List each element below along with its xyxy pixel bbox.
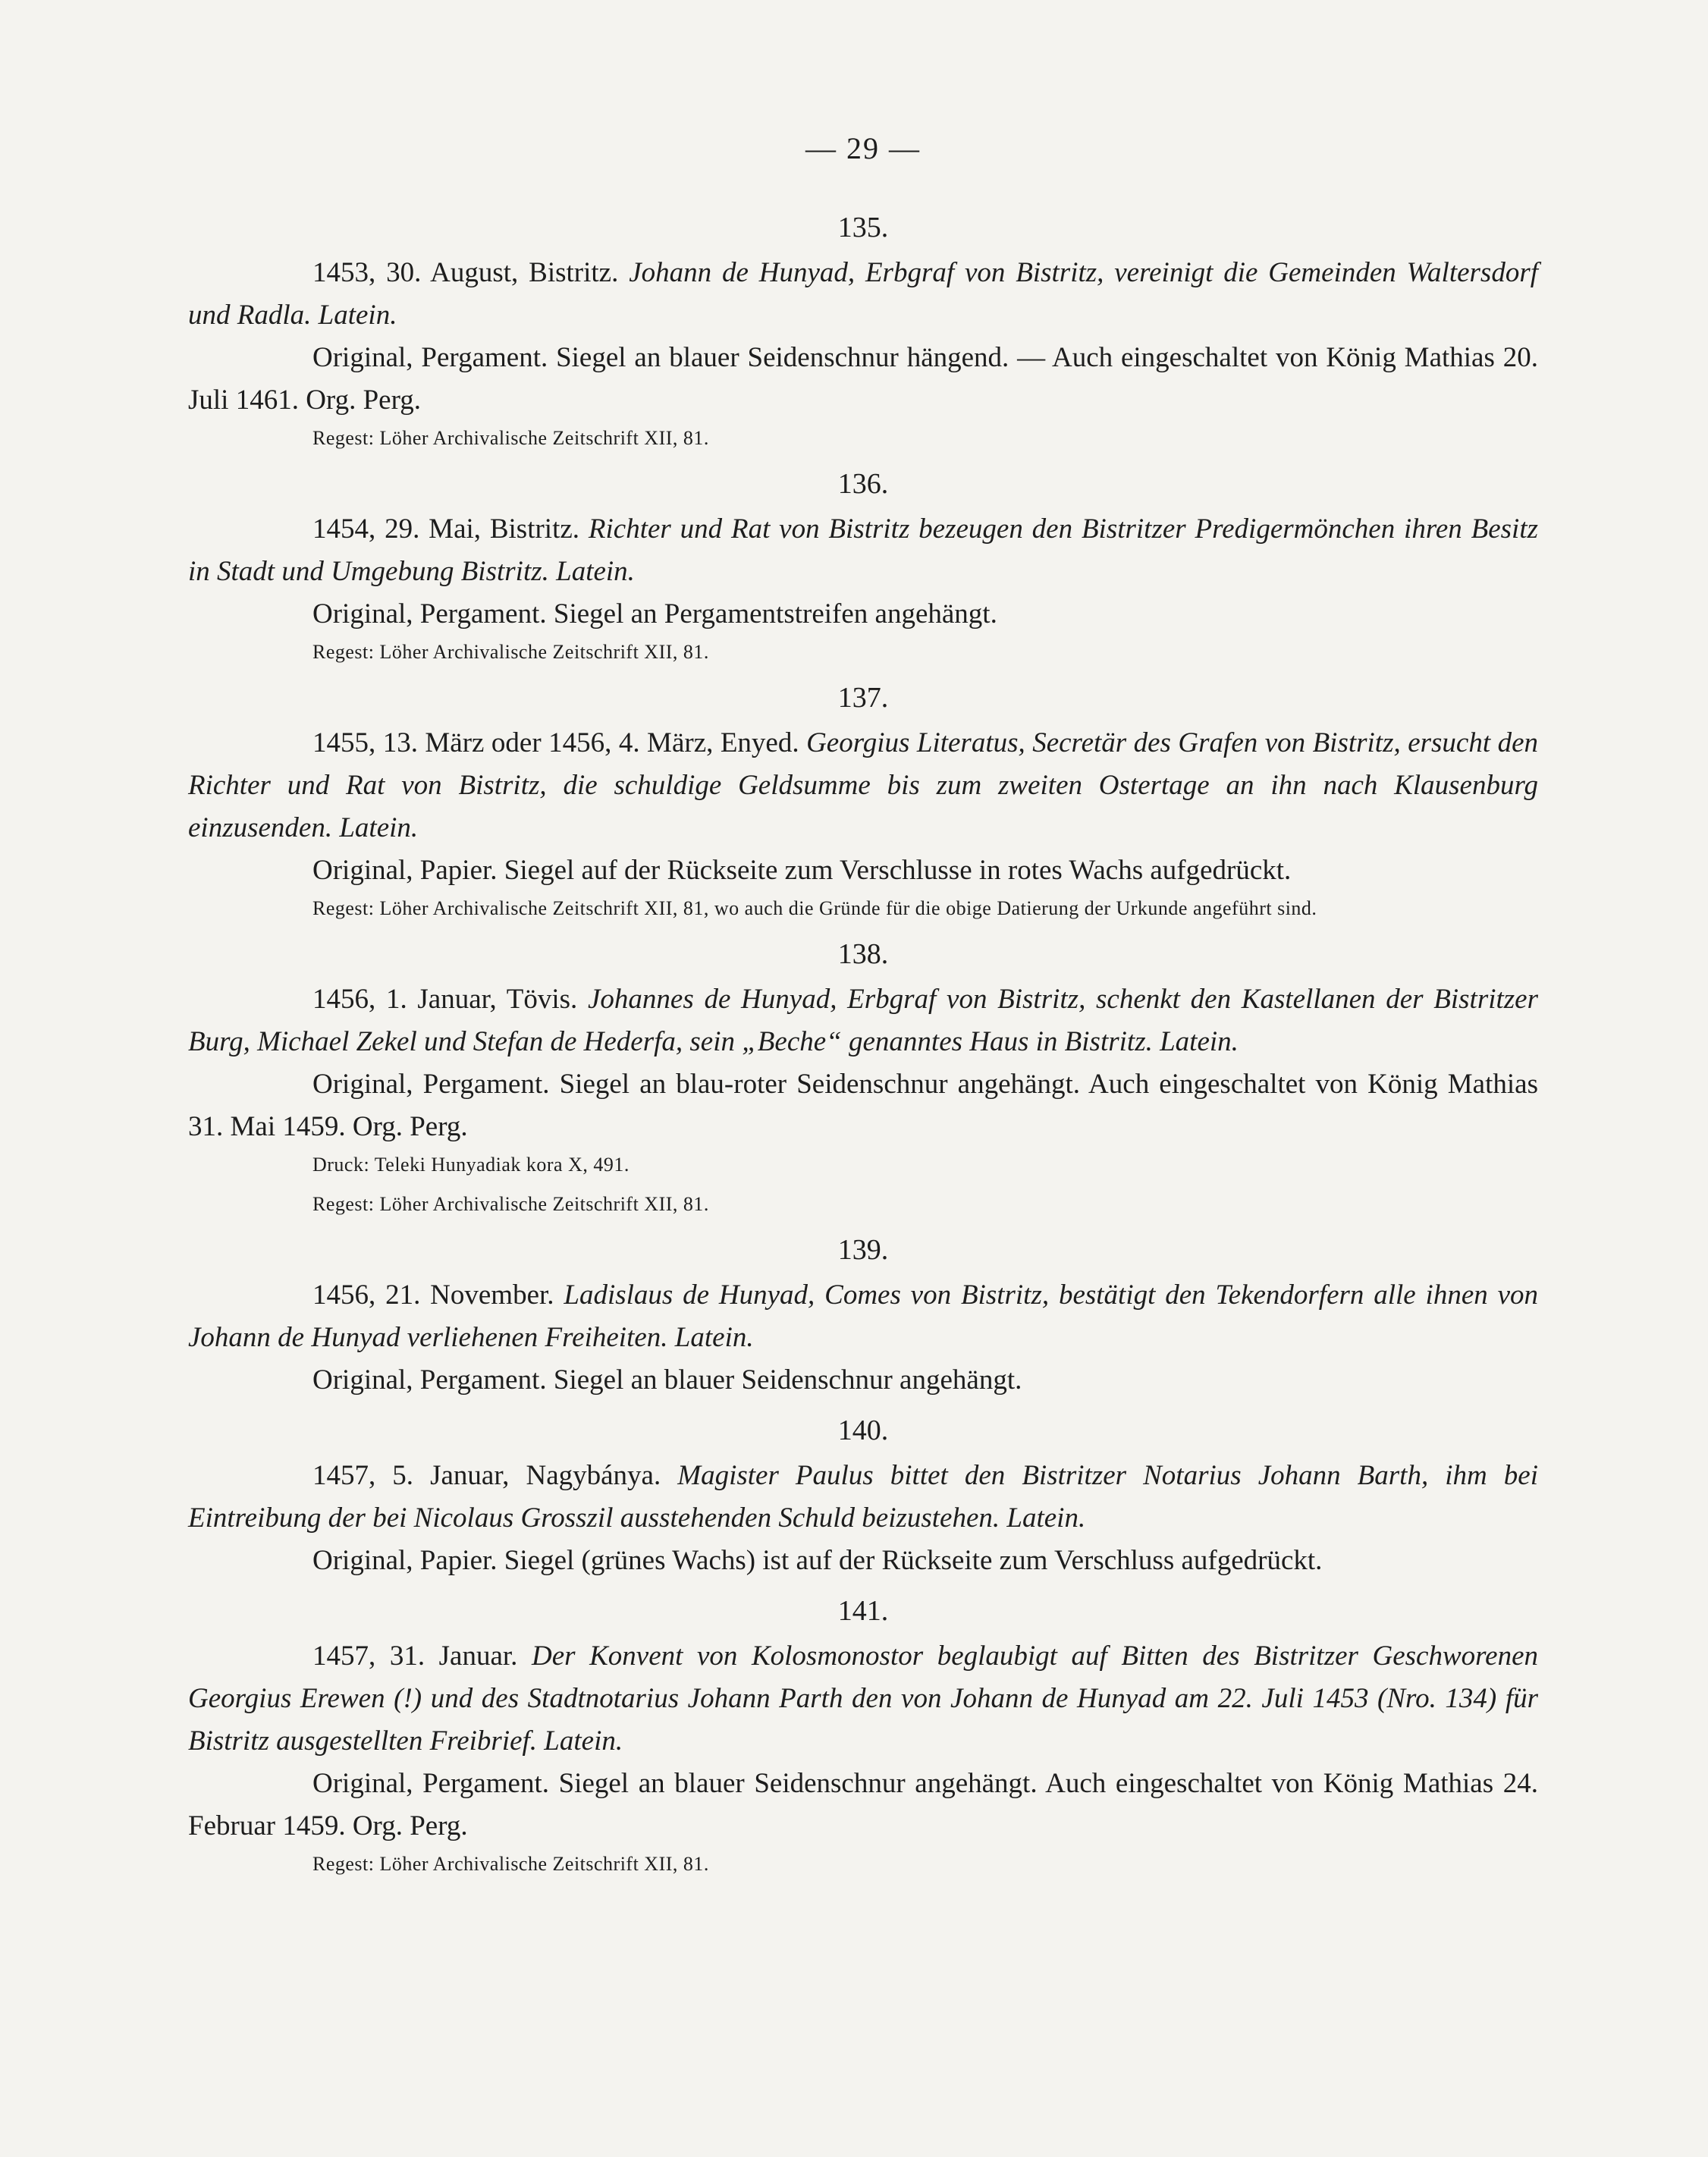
entry-description: Original, Pergament. Siegel an blau-roter Seidenschnur angehängt. Auch eingeschaltet von König Mathias 31. Mai 1459. Org. Perg.	[188, 1069, 1538, 1142]
entry-summary	[188, 1455, 1538, 1540]
entry-141	[188, 1591, 1538, 1881]
entry-number: 138.	[837, 938, 889, 970]
entry-number: 139.	[837, 1234, 889, 1266]
entry-note: Regest: Löher Archivalische Zeitschrift XII, 81, wo auch die Gründe für die obige Datierung der Urkunde angeführt sind.	[312, 897, 1317, 919]
entry-139	[188, 1230, 1538, 1402]
entry-summary-text: Richter und Rat von Bistritz bezeugen den Bistritzer Predigermönchen ihren Besitz in Stadt und Umgebung Bistritz. Latein.	[188, 513, 1539, 587]
entry-note: Regest: Löher Archivalische Zeitschrift XII, 81.	[312, 1853, 709, 1875]
entry-summary	[188, 508, 1538, 593]
entry-summary-text: Ladislaus de Hunyad, Comes von Bistritz, bestätigt den Tekendorfern alle ihnen von Johann de Hunyad verliehenen Freiheiten. Latein.	[188, 1279, 1539, 1353]
entry-description: Original, Papier. Siegel (grünes Wachs) ist auf der Rückseite zum Verschluss aufgedrückt.	[312, 1545, 1323, 1576]
entry-description: Original, Papier. Siegel auf der Rückseite zum Verschlusse in rotes Wachs aufgedrückt.	[312, 855, 1292, 886]
entry-date: 1454, 29. Mai, Bistritz.	[312, 513, 580, 545]
entry-number: 136.	[837, 468, 889, 500]
entry-140	[188, 1411, 1538, 1582]
entry-138	[188, 934, 1538, 1221]
entry-description: Original, Pergament. Siegel an Pergamentstreifen angehängt.	[312, 598, 997, 630]
entry-date: 1457, 31. Januar.	[312, 1641, 518, 1672]
entry-date: 1456, 1. Januar, Tövis.	[312, 984, 578, 1015]
entry-date: 1457, 5. Januar, Nagybánya.	[312, 1460, 661, 1491]
entry-number: 137.	[837, 682, 889, 714]
entry-number: 135.	[837, 212, 889, 243]
entry-135	[188, 208, 1538, 455]
entry-summary-text: Der Konvent von Kolosmonostor beglaubigt auf Bitten des Bistritzer Geschworenen Georgius Erewen (!) und des Stadtnotarius Johann Parth den von Johann de Hunyad am 22. Juli 1453 (Nro. 134) für Bistritz ausgestellten Freibrief. Latein.	[188, 1641, 1539, 1757]
entry-description: Original, Pergament. Siegel an blauer Seidenschnur hängend. — Auch eingeschaltet von König Mathias 20. Juli 1461. Org. Perg.	[188, 342, 1538, 416]
entry-date: 1455, 13. März oder 1456, 4. März, Enyed.	[312, 727, 799, 758]
entry-summary-text: Johann de Hunyad, Erbgraf von Bistritz, vereinigt die Gemeinden Waltersdorf und Radla. Latein.	[188, 257, 1538, 331]
entry-summary-text: Magister Paulus bittet den Bistritzer Notarius Johann Barth, ihm bei Eintreibung der bei Nicolaus Grosszil ausstehenden Schuld beizustehen. Latein.	[188, 1460, 1538, 1534]
page-number: — 29 —	[805, 131, 921, 165]
entry-description: Original, Pergament. Siegel an blauer Seidenschnur angehängt. Auch eingeschaltet von König Mathias 24. Februar 1459. Org. Perg.	[188, 1768, 1538, 1841]
entry-number: 140.	[837, 1414, 889, 1446]
entry-summary-text: Georgius Literatus, Secretär des Grafen von Bistritz, ersucht den Richter und Rat von Bistritz, die schuldige Geldsumme bis zum zweiten Ostertage an ihn nach Klausenburg einzusenden. Latein.	[188, 727, 1538, 843]
entry-summary	[188, 1274, 1538, 1359]
entry-136	[188, 464, 1538, 669]
entry-description: Original, Pergament. Siegel an blauer Seidenschnur angehängt.	[312, 1364, 1022, 1396]
entry-summary	[188, 252, 1538, 337]
entry-summary	[188, 722, 1538, 849]
entry-note: Regest: Löher Archivalische Zeitschrift XII, 81.	[312, 1193, 709, 1215]
entry-137	[188, 678, 1538, 925]
entry-note: Druck: Teleki Hunyadiak kora X, 491.	[312, 1154, 630, 1176]
entry-note: Regest: Löher Archivalische Zeitschrift XII, 81.	[312, 641, 709, 663]
entry-date: 1453, 30. August, Bistritz.	[312, 257, 619, 288]
entry-summary	[188, 978, 1538, 1063]
entry-note: Regest: Löher Archivalische Zeitschrift XII, 81.	[312, 427, 709, 449]
entry-summary-text: Johannes de Hunyad, Erbgraf von Bistritz, schenkt den Kastellanen der Bistritzer Burg, Michael Zekel und Stefan de Hederfa, sein „Beche“ genanntes Haus in Bistritz. Latein.	[188, 984, 1538, 1057]
entry-summary	[188, 1635, 1538, 1763]
entry-number: 141.	[837, 1595, 889, 1627]
entry-date: 1456, 21. November.	[312, 1279, 554, 1311]
document-page	[188, 127, 1538, 2130]
